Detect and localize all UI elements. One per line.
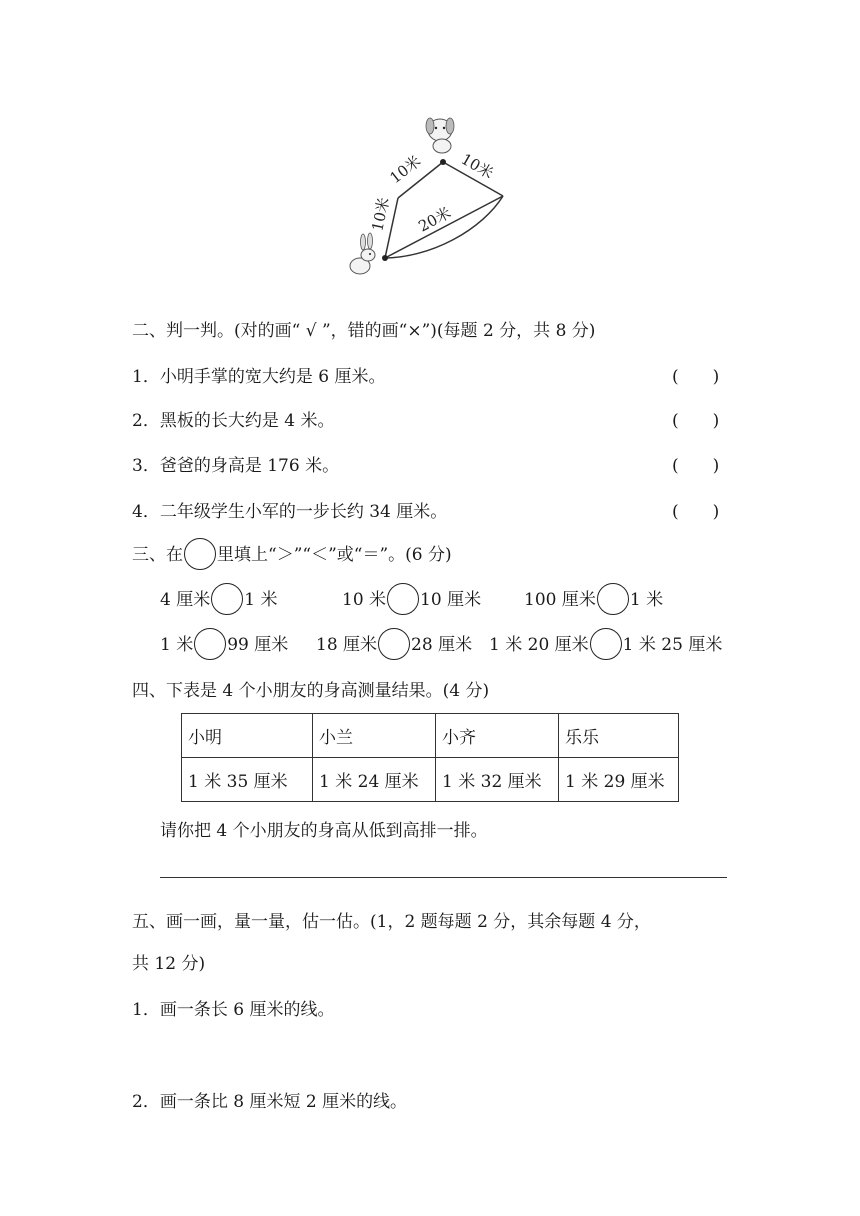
table-cell-height: 1 米 24 厘米 bbox=[313, 758, 436, 802]
table-cell-name: 小明 bbox=[182, 714, 313, 758]
end-dot bbox=[440, 159, 446, 165]
compare-circle[interactable] bbox=[194, 628, 226, 660]
table-cell-height: 1 米 32 厘米 bbox=[436, 758, 559, 802]
table-row bbox=[182, 758, 679, 802]
label-top-right: 10米 bbox=[458, 149, 497, 183]
compare-circle[interactable] bbox=[597, 583, 629, 615]
path-diagram bbox=[330, 100, 530, 300]
judge-answer-1[interactable]: ( ) bbox=[672, 367, 720, 387]
compare-1-3 bbox=[524, 583, 663, 617]
judge-item-4: 4．二年级学生小军的一步长约 34 厘米。 bbox=[132, 502, 448, 522]
table-cell-height: 1 米 35 厘米 bbox=[182, 758, 313, 802]
compare-right: 1 米 bbox=[629, 590, 664, 610]
judge-item-2: 2．黑板的长大约是 4 米。 bbox=[132, 411, 335, 431]
label-top-left: 10米 bbox=[386, 151, 425, 188]
judge-item-3: 3．爸爸的身高是 176 米。 bbox=[132, 456, 340, 476]
compare-circle[interactable] bbox=[387, 583, 419, 615]
judge-answer-3[interactable]: ( ) bbox=[672, 456, 720, 476]
answer-line[interactable] bbox=[160, 877, 727, 878]
compare-right: 28 厘米 bbox=[411, 635, 473, 655]
section3-title bbox=[132, 538, 452, 572]
section4-prompt: 请你把 4 个小朋友的身高从低到高排一排。 bbox=[160, 821, 488, 841]
compare-2-3 bbox=[489, 628, 722, 662]
compare-left: 1 米 bbox=[160, 635, 194, 655]
section3-title-pre: 三、在 bbox=[132, 545, 183, 565]
rabbit-icon bbox=[350, 233, 375, 274]
table-cell-name: 小齐 bbox=[436, 714, 559, 758]
judge-answer-2[interactable]: ( ) bbox=[672, 411, 720, 431]
table-cell-name: 乐乐 bbox=[559, 714, 679, 758]
compare-right: 10 厘米 bbox=[420, 590, 482, 610]
compare-circle[interactable] bbox=[211, 583, 243, 615]
section4-title: 四、下表是 4 个小朋友的身高测量结果。(4 分) bbox=[132, 681, 490, 701]
table-row bbox=[182, 714, 679, 758]
compare-left: 4 厘米 bbox=[160, 590, 211, 610]
compare-2-2 bbox=[316, 628, 472, 662]
compare-2-1 bbox=[160, 628, 288, 662]
compare-circle[interactable] bbox=[590, 628, 622, 660]
height-table bbox=[181, 713, 679, 802]
start-dot bbox=[382, 255, 388, 261]
section3-title-post: 里填上“＞”“＜”或“＝”。(6 分) bbox=[217, 545, 452, 565]
label-left-side: 10米 bbox=[368, 195, 394, 233]
judge-item-1: 1．小明手掌的宽大约是 6 厘米。 bbox=[132, 367, 386, 387]
compare-right: 1 米 bbox=[244, 590, 278, 610]
draw-item-1: 1．画一条长 6 厘米的线。 bbox=[132, 1000, 335, 1020]
circle-icon bbox=[184, 538, 216, 570]
compare-left: 1 米 20 厘米 bbox=[489, 635, 589, 655]
compare-left: 100 厘米 bbox=[524, 590, 596, 610]
compare-left: 18 厘米 bbox=[316, 635, 378, 655]
label-diameter: 20米 bbox=[415, 203, 454, 236]
compare-right: 99 厘米 bbox=[227, 635, 289, 655]
section5-title-line1: 五、画一画，量一量，估一估。(1，2 题每题 2 分，其余每题 4 分， bbox=[132, 912, 651, 932]
judge-answer-4[interactable]: ( ) bbox=[672, 502, 720, 522]
table-cell-name: 小兰 bbox=[313, 714, 436, 758]
draw-item-2: 2．画一条比 8 厘米短 2 厘米的线。 bbox=[132, 1092, 408, 1112]
compare-left: 10 米 bbox=[342, 590, 387, 610]
compare-1-2 bbox=[342, 583, 481, 617]
section5-title-line2: 共 12 分) bbox=[132, 954, 206, 974]
table-cell-height: 1 米 29 厘米 bbox=[559, 758, 679, 802]
compare-circle[interactable] bbox=[378, 628, 410, 660]
compare-right: 1 米 25 厘米 bbox=[622, 635, 723, 655]
dog-icon bbox=[426, 118, 454, 153]
compare-1-1 bbox=[160, 583, 277, 617]
section2-title: 二、判一判。(对的画“ √ ”，错的画“×”)(每题 2 分，共 8 分) bbox=[132, 321, 596, 341]
